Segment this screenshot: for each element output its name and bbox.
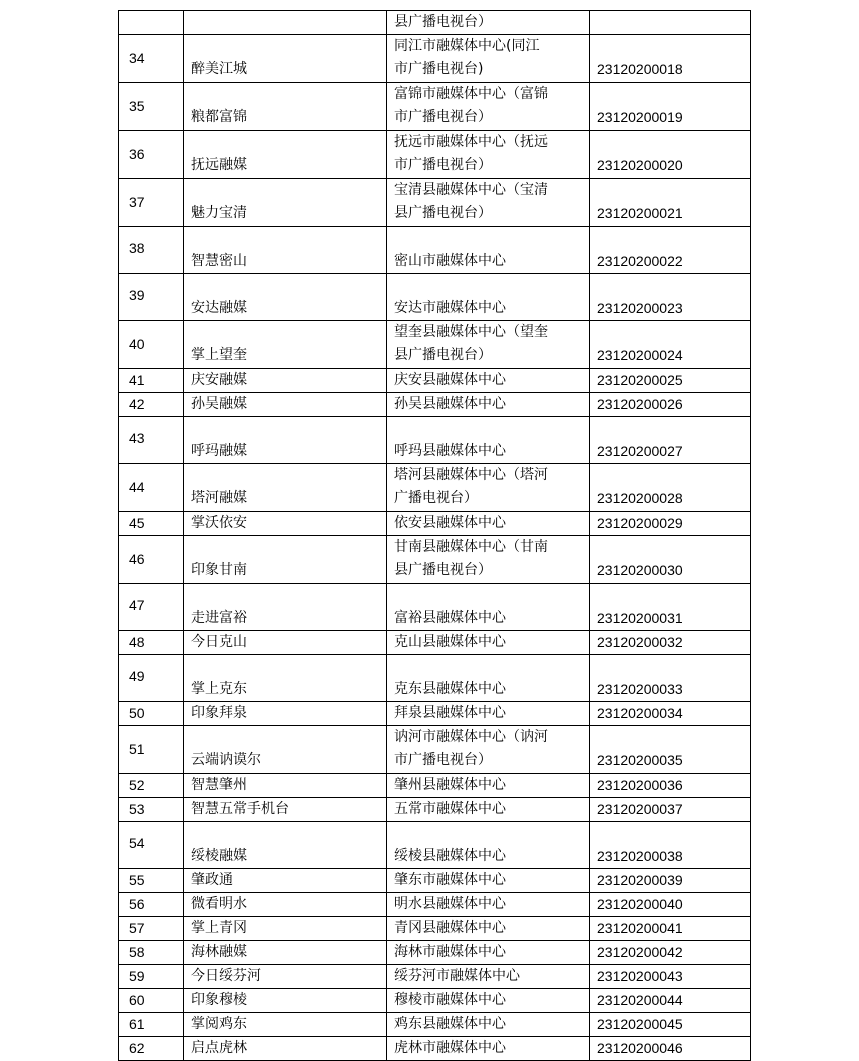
code-cell: [590, 321, 751, 369]
row-number: 41: [129, 372, 145, 388]
org-line: 海林市融媒体中心: [394, 944, 506, 960]
app-name: 肇政通: [191, 872, 233, 888]
org-cell: [387, 822, 590, 869]
row-number-cell: [119, 917, 184, 941]
app-name: 掌上克东: [191, 681, 247, 697]
code-cell: [590, 227, 751, 274]
table-row: [119, 1037, 751, 1061]
app-name-cell: [184, 774, 387, 798]
row-number-cell: [119, 726, 184, 774]
org-cell: [387, 726, 590, 774]
row-number-cell: [119, 274, 184, 321]
app-name-cell: [184, 822, 387, 869]
org-cell: [387, 965, 590, 989]
org-cell: [387, 774, 590, 798]
table-row: [119, 989, 751, 1013]
code-cell: [590, 774, 751, 798]
row-number: 61: [129, 1016, 145, 1032]
row-number: 38: [129, 240, 145, 256]
code-cell: [590, 702, 751, 726]
row-number: 40: [129, 336, 145, 352]
app-name-cell: [184, 584, 387, 631]
org-line: 肇州县融媒体中心: [394, 777, 506, 793]
row-number-cell: [119, 321, 184, 369]
org-line: 县广播电视台）: [394, 562, 492, 578]
code-cell: [590, 869, 751, 893]
org-cell: [387, 11, 590, 35]
table-row: [119, 584, 751, 631]
app-name: 智慧密山: [191, 253, 247, 269]
row-number: 35: [129, 98, 145, 114]
table-row: [119, 321, 751, 369]
org-line: 富裕县融媒体中心: [394, 610, 506, 626]
row-number: 34: [129, 50, 145, 66]
app-name: 粮都富锦: [191, 109, 247, 125]
row-number: 51: [129, 741, 145, 757]
app-name-cell: [184, 83, 387, 131]
app-name: 安达融媒: [191, 300, 247, 316]
code-cell: [590, 179, 751, 227]
row-number-cell: [119, 35, 184, 83]
code-cell: [590, 965, 751, 989]
code-cell: [590, 464, 751, 512]
app-name-cell: [184, 655, 387, 702]
app-name: 绥棱融媒: [191, 848, 247, 864]
org-cell: [387, 131, 590, 179]
app-name: 今日绥芬河: [191, 968, 261, 984]
row-number: 50: [129, 705, 145, 721]
app-name: 掌上望奎: [191, 347, 247, 363]
code-cell: [590, 655, 751, 702]
row-number: 53: [129, 801, 145, 817]
app-name-cell: [184, 227, 387, 274]
org-line: 庆安县融媒体中心: [394, 372, 506, 388]
table-row: [119, 798, 751, 822]
table-row: [119, 631, 751, 655]
table-row: [119, 393, 751, 417]
table-row: [119, 655, 751, 702]
org-line: 肇东市融媒体中心: [394, 872, 506, 888]
row-number: 48: [129, 634, 145, 650]
app-name: 庆安融媒: [191, 372, 247, 388]
org-cell: [387, 893, 590, 917]
row-number-cell: [119, 655, 184, 702]
row-number: 46: [129, 551, 145, 567]
org-cell: [387, 989, 590, 1013]
org-line: 县广播电视台）: [394, 205, 492, 221]
table-row: [119, 869, 751, 893]
org-cell: [387, 584, 590, 631]
code-cell: [590, 917, 751, 941]
org-line: 拜泉县融媒体中心: [394, 705, 506, 721]
org-line: 广播电视台）: [394, 490, 478, 506]
org-cell: [387, 274, 590, 321]
registration-code: 23120200021: [597, 205, 683, 221]
app-name: 海林融媒: [191, 944, 247, 960]
org-cell: [387, 321, 590, 369]
row-number-cell: [119, 798, 184, 822]
app-name: 智慧肇州: [191, 777, 247, 793]
row-number: 39: [129, 287, 145, 303]
table-row: [119, 274, 751, 321]
org-line: 塔河县融媒体中心（塔河: [394, 467, 548, 483]
app-name: 魅力宝清: [191, 205, 247, 221]
org-cell: [387, 417, 590, 464]
org-cell: [387, 393, 590, 417]
app-name: 印象穆棱: [191, 992, 247, 1008]
app-name: 走进富裕: [191, 610, 247, 626]
registration-code: 23120200028: [597, 490, 683, 506]
org-cell: [387, 917, 590, 941]
org-cell: [387, 512, 590, 536]
org-line: 富锦市融媒体中心（富锦: [394, 86, 548, 102]
table-row: [119, 536, 751, 584]
org-line: 绥芬河市融媒体中心: [394, 968, 520, 984]
row-number: 44: [129, 479, 145, 495]
registration-code: 23120200038: [597, 848, 683, 864]
row-number-cell: [119, 1037, 184, 1061]
app-name: 今日克山: [191, 634, 247, 650]
row-number-cell: [119, 1013, 184, 1037]
table-row: [119, 35, 751, 83]
table-row: [119, 774, 751, 798]
app-name-cell: [184, 11, 387, 35]
app-name-cell: [184, 512, 387, 536]
org-cell: [387, 869, 590, 893]
app-name-cell: [184, 369, 387, 393]
row-number: 43: [129, 430, 145, 446]
app-name: 呼玛融媒: [191, 443, 247, 459]
app-name-cell: [184, 917, 387, 941]
table-row: [119, 965, 751, 989]
code-cell: [590, 393, 751, 417]
app-name-cell: [184, 393, 387, 417]
org-line: 鸡东县融媒体中心: [394, 1016, 506, 1032]
row-number: 62: [129, 1040, 145, 1056]
row-number-cell: [119, 869, 184, 893]
row-number-cell: [119, 393, 184, 417]
table-row: [119, 726, 751, 774]
org-cell: [387, 35, 590, 83]
org-line: 宝清县融媒体中心（宝清: [394, 182, 548, 198]
registration-code: 23120200032: [597, 634, 683, 650]
org-line: 虎林市融媒体中心: [394, 1040, 506, 1056]
registration-code: 23120200043: [597, 968, 683, 984]
registration-code: 23120200033: [597, 681, 683, 697]
app-name-cell: [184, 702, 387, 726]
org-line: 青冈县融媒体中心: [394, 920, 506, 936]
code-cell: [590, 274, 751, 321]
registration-code: 23120200018: [597, 61, 683, 77]
app-name-cell: [184, 179, 387, 227]
table-row: [119, 464, 751, 512]
table-row: [119, 417, 751, 464]
org-line: 市广播电视台）: [394, 109, 492, 125]
app-name-cell: [184, 893, 387, 917]
org-line: 市广播电视台）: [394, 157, 492, 173]
code-cell: [590, 941, 751, 965]
row-number-cell: [119, 965, 184, 989]
app-name-cell: [184, 965, 387, 989]
app-name-cell: [184, 1037, 387, 1061]
registration-code: 23120200029: [597, 515, 683, 531]
row-number: 47: [129, 597, 145, 613]
code-cell: [590, 798, 751, 822]
code-cell: [590, 369, 751, 393]
org-cell: [387, 536, 590, 584]
row-number: 36: [129, 146, 145, 162]
app-name-cell: [184, 536, 387, 584]
org-cell: [387, 702, 590, 726]
registration-code: 23120200039: [597, 872, 683, 888]
code-cell: [590, 584, 751, 631]
org-line: 抚远市融媒体中心（抚远: [394, 134, 548, 150]
registration-code: 23120200023: [597, 300, 683, 316]
org-line: 安达市融媒体中心: [394, 300, 506, 316]
table-row: [119, 227, 751, 274]
registration-code: 23120200035: [597, 752, 683, 768]
registration-code: 23120200025: [597, 372, 683, 388]
registration-code: 23120200040: [597, 896, 683, 912]
table-row: [119, 512, 751, 536]
row-number: 42: [129, 396, 145, 412]
code-cell: [590, 512, 751, 536]
org-cell: [387, 83, 590, 131]
row-number-cell: [119, 131, 184, 179]
app-name: 掌上青冈: [191, 920, 247, 936]
org-line: 呼玛县融媒体中心: [394, 443, 506, 459]
code-cell: [590, 989, 751, 1013]
registration-code: 23120200034: [597, 705, 683, 721]
app-name-cell: [184, 274, 387, 321]
org-cell: [387, 1037, 590, 1061]
app-name: 启点虎林: [191, 1040, 247, 1056]
org-line: 依安县融媒体中心: [394, 515, 506, 531]
table-row: [119, 702, 751, 726]
org-line: 同江市融媒体中心(同江: [394, 38, 540, 54]
app-name-cell: [184, 417, 387, 464]
registration-code: 23120200044: [597, 992, 683, 1008]
org-cell: [387, 631, 590, 655]
table-row: [119, 893, 751, 917]
org-line: 市广播电视台）: [394, 752, 492, 768]
row-number: 57: [129, 920, 145, 936]
row-number-cell: [119, 584, 184, 631]
org-line: 穆棱市融媒体中心: [394, 992, 506, 1008]
registration-code: 23120200030: [597, 562, 683, 578]
registration-code: 23120200045: [597, 1016, 683, 1032]
table-row: [119, 83, 751, 131]
row-number-cell: [119, 774, 184, 798]
org-line: 甘南县融媒体中心（甘南: [394, 539, 548, 555]
app-name-cell: [184, 631, 387, 655]
registration-code: 23120200042: [597, 944, 683, 960]
code-cell: [590, 822, 751, 869]
row-number: 59: [129, 968, 145, 984]
row-number: 37: [129, 194, 145, 210]
org-line: 克东县融媒体中心: [394, 681, 506, 697]
app-name: 微看明水: [191, 896, 247, 912]
app-name-cell: [184, 726, 387, 774]
row-number: 55: [129, 872, 145, 888]
code-cell: [590, 631, 751, 655]
row-number-cell: [119, 464, 184, 512]
registration-code: 23120200024: [597, 347, 683, 363]
registration-code: 23120200027: [597, 443, 683, 459]
table-row: [119, 822, 751, 869]
app-name-cell: [184, 869, 387, 893]
org-cell: [387, 464, 590, 512]
org-cell: [387, 179, 590, 227]
row-number-cell: [119, 83, 184, 131]
org-line: 绥棱县融媒体中心: [394, 848, 506, 864]
code-cell: [590, 1013, 751, 1037]
code-cell: [590, 536, 751, 584]
row-number-cell: [119, 989, 184, 1013]
app-name-cell: [184, 321, 387, 369]
registration-code: 23120200031: [597, 610, 683, 626]
row-number-cell: [119, 369, 184, 393]
row-number: 56: [129, 896, 145, 912]
registration-code: 23120200019: [597, 109, 683, 125]
registration-code: 23120200037: [597, 801, 683, 817]
table-row: [119, 131, 751, 179]
row-number-cell: [119, 536, 184, 584]
registration-code: 23120200026: [597, 396, 683, 412]
row-number-cell: [119, 227, 184, 274]
row-number: 52: [129, 777, 145, 793]
org-cell: [387, 1013, 590, 1037]
app-name-cell: [184, 798, 387, 822]
code-cell: [590, 35, 751, 83]
row-number-cell: [119, 512, 184, 536]
row-number: 49: [129, 668, 145, 684]
code-cell: [590, 11, 751, 35]
org-line: 五常市融媒体中心: [394, 801, 506, 817]
registration-code: 23120200022: [597, 253, 683, 269]
row-number-cell: [119, 11, 184, 35]
app-name: 印象甘南: [191, 562, 247, 578]
row-number-cell: [119, 893, 184, 917]
table-row: [119, 941, 751, 965]
app-name: 掌阅鸡东: [191, 1016, 247, 1032]
app-name: 塔河融媒: [191, 490, 247, 506]
app-name-cell: [184, 131, 387, 179]
code-cell: [590, 726, 751, 774]
table-row: [119, 369, 751, 393]
registration-code: 23120200041: [597, 920, 683, 936]
row-number: 58: [129, 944, 145, 960]
table-row: [119, 179, 751, 227]
row-number-cell: [119, 941, 184, 965]
app-name: 醉美江城: [191, 61, 247, 77]
org-line: 孙吴县融媒体中心: [394, 396, 506, 412]
org-cell: [387, 227, 590, 274]
registry-table: [118, 10, 751, 1061]
code-cell: [590, 131, 751, 179]
row-number-cell: [119, 822, 184, 869]
org-line: 望奎县融媒体中心（望奎: [394, 324, 548, 340]
app-name-cell: [184, 989, 387, 1013]
app-name: 云端讷谟尔: [191, 752, 261, 768]
row-number-cell: [119, 631, 184, 655]
org-cell: [387, 798, 590, 822]
org-line: 讷河市融媒体中心（讷河: [394, 729, 548, 745]
row-number: 54: [129, 835, 145, 851]
code-cell: [590, 1037, 751, 1061]
app-name-cell: [184, 464, 387, 512]
app-name: 掌沃依安: [191, 515, 247, 531]
table-row: [119, 1013, 751, 1037]
org-line: 明水县融媒体中心: [394, 896, 506, 912]
row-number: 60: [129, 992, 145, 1008]
org-cell: [387, 369, 590, 393]
registration-code: 23120200020: [597, 157, 683, 173]
row-number: 45: [129, 515, 145, 531]
org-line: 市广播电视台): [394, 61, 484, 77]
app-name: 孙吴融媒: [191, 396, 247, 412]
app-name: 印象拜泉: [191, 705, 247, 721]
app-name-cell: [184, 941, 387, 965]
registration-code: 23120200036: [597, 777, 683, 793]
org-cell: [387, 655, 590, 702]
org-cell: [387, 941, 590, 965]
app-name: 智慧五常手机台: [191, 801, 289, 817]
code-cell: [590, 417, 751, 464]
app-name-cell: [184, 1013, 387, 1037]
registration-code: 23120200046: [597, 1040, 683, 1056]
org-line: 密山市融媒体中心: [394, 253, 506, 269]
table-row: [119, 917, 751, 941]
code-cell: [590, 83, 751, 131]
code-cell: [590, 893, 751, 917]
org-line: 县广播电视台）: [394, 347, 492, 363]
org-line: 克山县融媒体中心: [394, 634, 506, 650]
row-number-cell: [119, 179, 184, 227]
table-row-continued: [119, 11, 751, 35]
org-line: 县广播电视台）: [394, 14, 492, 30]
app-name: 抚远融媒: [191, 157, 247, 173]
app-name-cell: [184, 35, 387, 83]
row-number-cell: [119, 417, 184, 464]
row-number-cell: [119, 702, 184, 726]
